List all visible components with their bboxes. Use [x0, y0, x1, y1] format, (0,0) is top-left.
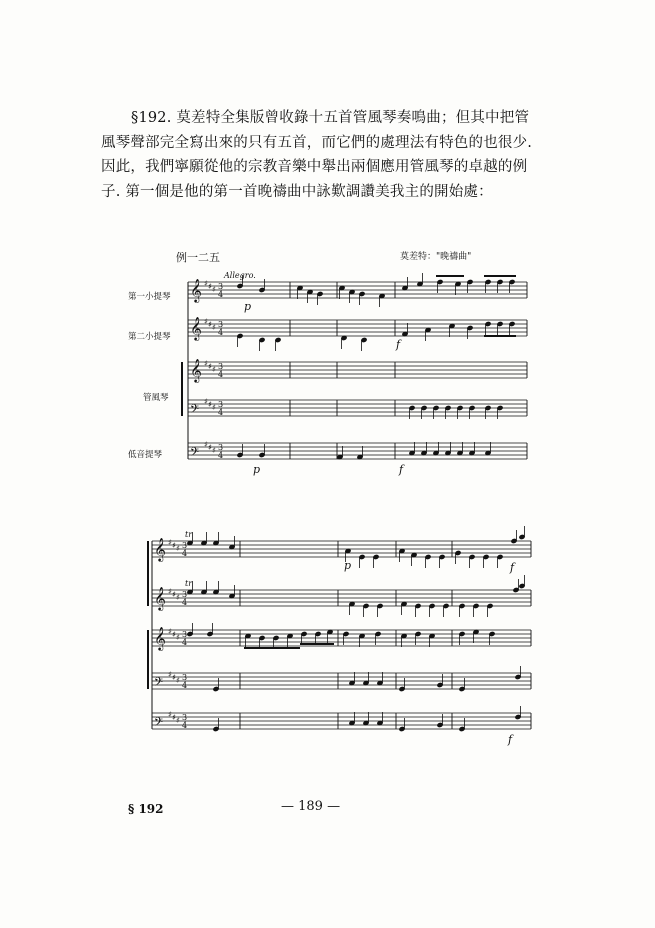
svg-text:♯: ♯ [204, 279, 208, 288]
svg-text:3: 3 [218, 400, 224, 409]
svg-text:♯: ♯ [176, 676, 180, 685]
section-number: § 192 [128, 802, 164, 816]
svg-text:3: 3 [218, 443, 224, 452]
svg-text:4: 4 [182, 598, 188, 607]
svg-text:♯: ♯ [172, 713, 176, 722]
svg-text:4: 4 [182, 721, 188, 730]
svg-text:♯: ♯ [168, 670, 172, 679]
svg-text:♯: ♯ [212, 446, 216, 455]
paragraph-line: 風琴聲部完全寫出來的只有五首，而它們的處理法有特色的也很少. [101, 134, 533, 151]
svg-text:♯: ♯ [176, 633, 180, 642]
svg-text:4: 4 [218, 451, 224, 460]
instrument-label-violin2: 第二小提琴 [128, 332, 171, 342]
svg-text:tr: tr [185, 579, 193, 588]
svg-text:𝄢: 𝄢 [154, 716, 164, 732]
score-system-2 [148, 526, 531, 746]
svg-text:4: 4 [218, 408, 224, 417]
svg-text:♯: ♯ [212, 403, 216, 412]
example-label: 例一二五 [176, 251, 220, 264]
svg-text:♯: ♯ [204, 317, 208, 326]
svg-text:f: f [508, 733, 513, 746]
svg-text:4: 4 [218, 328, 224, 337]
svg-text:♯: ♯ [172, 630, 176, 639]
svg-text:tr: tr [185, 530, 193, 539]
paragraph-line: §192. 莫差特全集版曾收錄十五首管風琴奏鳴曲；但其中把管 [131, 110, 530, 126]
svg-text:f: f [510, 561, 515, 574]
svg-text:♯: ♯ [168, 710, 172, 719]
svg-text:♯: ♯ [208, 443, 212, 452]
svg-text:♯: ♯ [172, 590, 176, 599]
svg-text:𝄞: 𝄞 [190, 358, 202, 382]
svg-text:♯: ♯ [168, 587, 172, 596]
svg-text:𝄞: 𝄞 [154, 586, 166, 610]
svg-text:p: p [344, 559, 352, 572]
tempo-marking: Allegro. [224, 271, 256, 280]
paragraph-line: 因此，我們寧願從他的宗教音樂中舉出兩個應用管風琴的卓越的例 [101, 159, 528, 175]
svg-text:♯: ♯ [212, 285, 216, 294]
svg-text:3: 3 [182, 630, 188, 639]
svg-text:♯: ♯ [204, 440, 208, 449]
svg-text:𝄢: 𝄢 [190, 446, 200, 462]
svg-text:3: 3 [218, 362, 224, 371]
svg-text:𝄞: 𝄞 [190, 278, 202, 302]
svg-text:♯: ♯ [212, 365, 216, 374]
svg-text:4: 4 [218, 290, 224, 299]
svg-text:f: f [396, 338, 401, 351]
svg-text:f: f [399, 463, 404, 476]
svg-text:♯: ♯ [204, 397, 208, 406]
instrument-label-bass: 低音提琴 [128, 450, 163, 460]
svg-text:𝄞: 𝄞 [154, 537, 166, 561]
svg-text:♯: ♯ [168, 627, 172, 636]
score-system-1 [182, 273, 527, 476]
svg-text:𝄞: 𝄞 [190, 316, 202, 340]
svg-text:♯: ♯ [208, 362, 212, 371]
svg-text:𝄢: 𝄢 [190, 403, 200, 419]
paragraph-line: 子. 第一個是他的第一首晚禱曲中詠歎調讚美我主的開始處： [101, 183, 493, 200]
svg-text:♯: ♯ [208, 400, 212, 409]
svg-text:♯: ♯ [204, 359, 208, 368]
svg-text:4: 4 [182, 681, 188, 690]
svg-text:3: 3 [182, 713, 188, 722]
svg-text:♯: ♯ [208, 320, 212, 329]
svg-text:♯: ♯ [176, 716, 180, 725]
svg-text:♯: ♯ [168, 538, 172, 547]
svg-text:3: 3 [218, 320, 224, 329]
svg-text:3: 3 [182, 590, 188, 599]
svg-text:♯: ♯ [176, 593, 180, 602]
svg-text:♯: ♯ [208, 282, 212, 291]
svg-text:♯: ♯ [212, 323, 216, 332]
page-number: — 189 — [281, 799, 341, 814]
svg-text:4: 4 [182, 549, 188, 558]
svg-text:♯: ♯ [172, 541, 176, 550]
svg-text:p: p [253, 463, 261, 476]
svg-text:3: 3 [182, 673, 188, 682]
svg-text:3: 3 [182, 541, 188, 550]
svg-text:♯: ♯ [172, 673, 176, 682]
svg-text:𝄞: 𝄞 [154, 626, 166, 650]
svg-text:3: 3 [218, 282, 224, 291]
instrument-label-violin1: 第一小提琴 [128, 292, 171, 302]
svg-text:♯: ♯ [176, 544, 180, 553]
svg-text:𝄢: 𝄢 [154, 676, 164, 692]
svg-text:4: 4 [218, 370, 224, 379]
instrument-label-organ: 管風琴 [143, 393, 169, 403]
svg-text:p: p [244, 300, 252, 313]
example-source: 莫差特："晚禱曲" [400, 252, 472, 262]
svg-text:4: 4 [182, 638, 188, 647]
